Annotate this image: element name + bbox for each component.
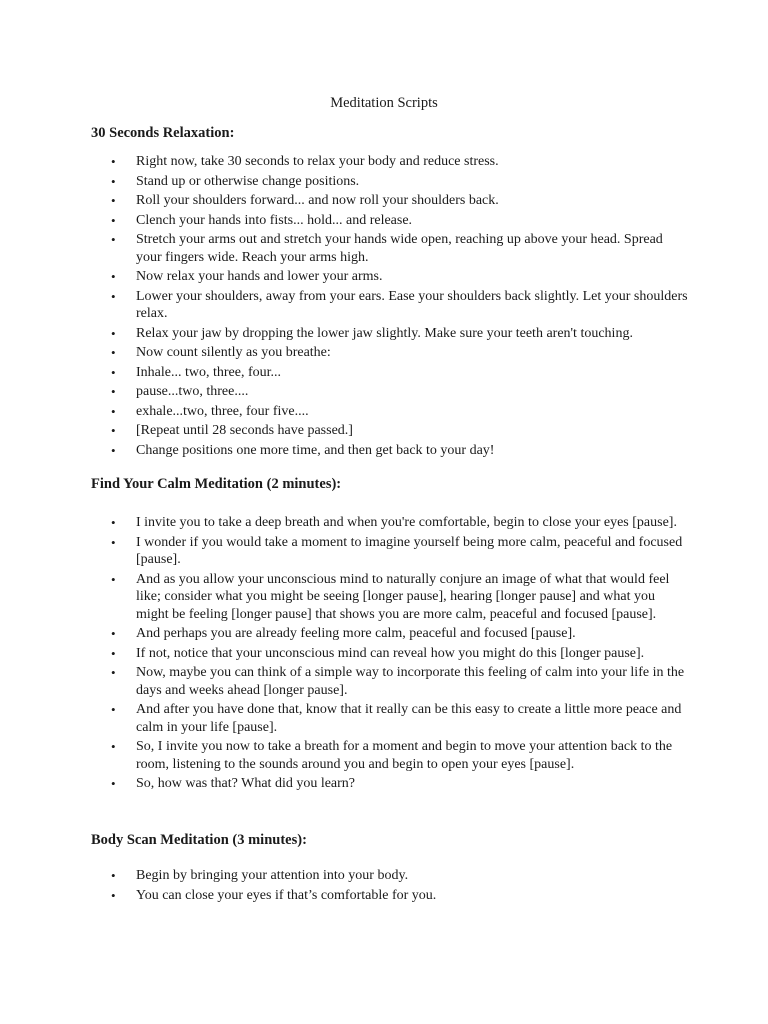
bullet-icon: • bbox=[111, 403, 116, 419]
bullet-icon: • bbox=[111, 571, 116, 587]
bullet-icon: • bbox=[111, 626, 116, 641]
list-item-text: Roll your shoulders forward... and now roll your shoulders back. bbox=[136, 193, 499, 208]
list-item bbox=[91, 325, 691, 343]
bullet-icon: • bbox=[111, 154, 116, 169]
list-item bbox=[91, 288, 691, 323]
bullet-icon: • bbox=[111, 739, 116, 754]
list-item-text: Stretch your arms out and stretch your hands wide open, reaching up above your head. Spread your fingers wide. Reach your arms high. bbox=[136, 232, 663, 265]
list-item bbox=[91, 231, 691, 266]
list-item-text: [Repeat until 28 seconds have passed.] bbox=[136, 423, 353, 438]
bullet-icon: • bbox=[111, 345, 116, 360]
bullet-icon: • bbox=[111, 515, 116, 530]
list-item bbox=[91, 192, 691, 210]
bullet-icon: • bbox=[111, 868, 116, 883]
list-item-text: Now count silently as you breathe: bbox=[136, 345, 331, 360]
list-item bbox=[91, 664, 691, 699]
list-item-text: Now relax your hands and lower your arms. bbox=[136, 269, 383, 284]
bullet-icon: • bbox=[111, 212, 116, 228]
list-item bbox=[91, 153, 691, 171]
bullet-icon: • bbox=[111, 702, 116, 717]
list-item-text: Right now, take 30 seconds to relax your body and reduce stress. bbox=[136, 154, 499, 169]
list-item bbox=[91, 173, 691, 191]
list-item bbox=[91, 645, 691, 663]
list-item-text: If not, notice that your unconscious mind can reveal how you might do this [longer pause]. bbox=[136, 645, 645, 661]
list-item bbox=[91, 442, 691, 460]
list-item-text: And as you allow your unconscious mind to naturally conjure an image of what that would feel like; consider what you might be seeing [longer pause], hearing [longer pause] and what you might be feeling [longer pause] that shows you are more calm, peaceful and focused [pause]. bbox=[136, 571, 670, 622]
list-item bbox=[91, 867, 691, 885]
bullet-icon: • bbox=[111, 288, 116, 304]
list-item bbox=[91, 887, 691, 905]
list-item bbox=[91, 364, 691, 382]
list-item bbox=[91, 775, 691, 793]
list-item-text: Now, maybe you can think of a simple way to incorporate this feeling of calm into your life in the days and weeks ahead [longer pause]. bbox=[136, 665, 685, 698]
list-item bbox=[91, 625, 691, 643]
list-item-text: Inhale... two, three, four... bbox=[136, 364, 282, 380]
bullet-icon: • bbox=[111, 232, 116, 247]
section-heading-body-scan: Body Scan Meditation (3 minutes): bbox=[91, 832, 307, 848]
section-heading-find-your-calm: Find Your Calm Meditation (2 minutes): bbox=[91, 476, 342, 492]
bullet-icon: • bbox=[111, 423, 116, 438]
list-item bbox=[91, 403, 691, 421]
bullet-list-30-seconds-relaxation bbox=[91, 153, 691, 461]
bullet-icon: • bbox=[111, 364, 116, 380]
list-item-text: Clench your hands into fists... hold... and release. bbox=[136, 212, 413, 228]
bullet-list-find-your-calm bbox=[91, 514, 691, 795]
bullet-icon: • bbox=[111, 665, 116, 680]
list-item bbox=[91, 701, 691, 736]
list-item bbox=[91, 571, 691, 624]
list-item-text: And after you have done that, know that it really can be this easy to create a little more peace and calm in your life [pause]. bbox=[136, 702, 682, 735]
list-item-text: Relax your jaw by dropping the lower jaw slightly. Make sure your teeth aren't touching. bbox=[136, 325, 633, 341]
bullet-icon: • bbox=[111, 173, 116, 189]
list-item-text: You can close your eyes if that’s comfortable for you. bbox=[136, 887, 437, 903]
list-item bbox=[91, 534, 691, 569]
list-item bbox=[91, 514, 691, 532]
bullet-icon: • bbox=[111, 325, 116, 341]
list-item-text: So, how was that? What did you learn? bbox=[136, 776, 356, 791]
list-item bbox=[91, 738, 691, 773]
list-item-text: Change positions one more time, and then get back to your day! bbox=[136, 442, 495, 458]
list-item-text: Lower your shoulders, away from your ears. Ease your shoulders back slightly. Let your shoulders relax. bbox=[136, 288, 688, 321]
bullet-list-body-scan bbox=[91, 867, 691, 906]
bullet-icon: • bbox=[111, 384, 116, 399]
list-item bbox=[91, 212, 691, 230]
bullet-icon: • bbox=[111, 193, 116, 208]
list-item-text: So, I invite you now to take a breath for a moment and begin to move your attention back to the room, listening to the sounds around you and begin to open your eyes [pause]. bbox=[136, 739, 673, 772]
bullet-icon: • bbox=[111, 534, 116, 550]
list-item bbox=[91, 383, 691, 401]
list-item-text: I invite you to take a deep breath and when you're comfortable, begin to close your eyes [pause]. bbox=[136, 515, 677, 530]
list-item-text: And perhaps you are already feeling more calm, peaceful and focused [pause]. bbox=[136, 626, 576, 641]
list-item-text: exhale...two, three, four five.... bbox=[136, 403, 309, 419]
bullet-icon: • bbox=[111, 442, 116, 458]
bullet-icon: • bbox=[111, 887, 116, 903]
list-item bbox=[91, 268, 691, 286]
list-item-text: Begin by bringing your attention into your body. bbox=[136, 868, 409, 883]
list-item-text: pause...two, three.... bbox=[136, 384, 249, 399]
list-item-text: Stand up or otherwise change positions. bbox=[136, 173, 360, 189]
section-heading-30-seconds-relaxation: 30 Seconds Relaxation: bbox=[91, 125, 235, 141]
bullet-icon: • bbox=[111, 776, 116, 791]
list-item-text: I wonder if you would take a moment to imagine yourself being more calm, peaceful and focused [pause]. bbox=[136, 534, 683, 567]
bullet-icon: • bbox=[111, 269, 116, 284]
document-title: Meditation Scripts bbox=[330, 95, 438, 111]
list-item bbox=[91, 344, 691, 362]
bullet-icon: • bbox=[111, 645, 116, 661]
list-item bbox=[91, 422, 691, 440]
